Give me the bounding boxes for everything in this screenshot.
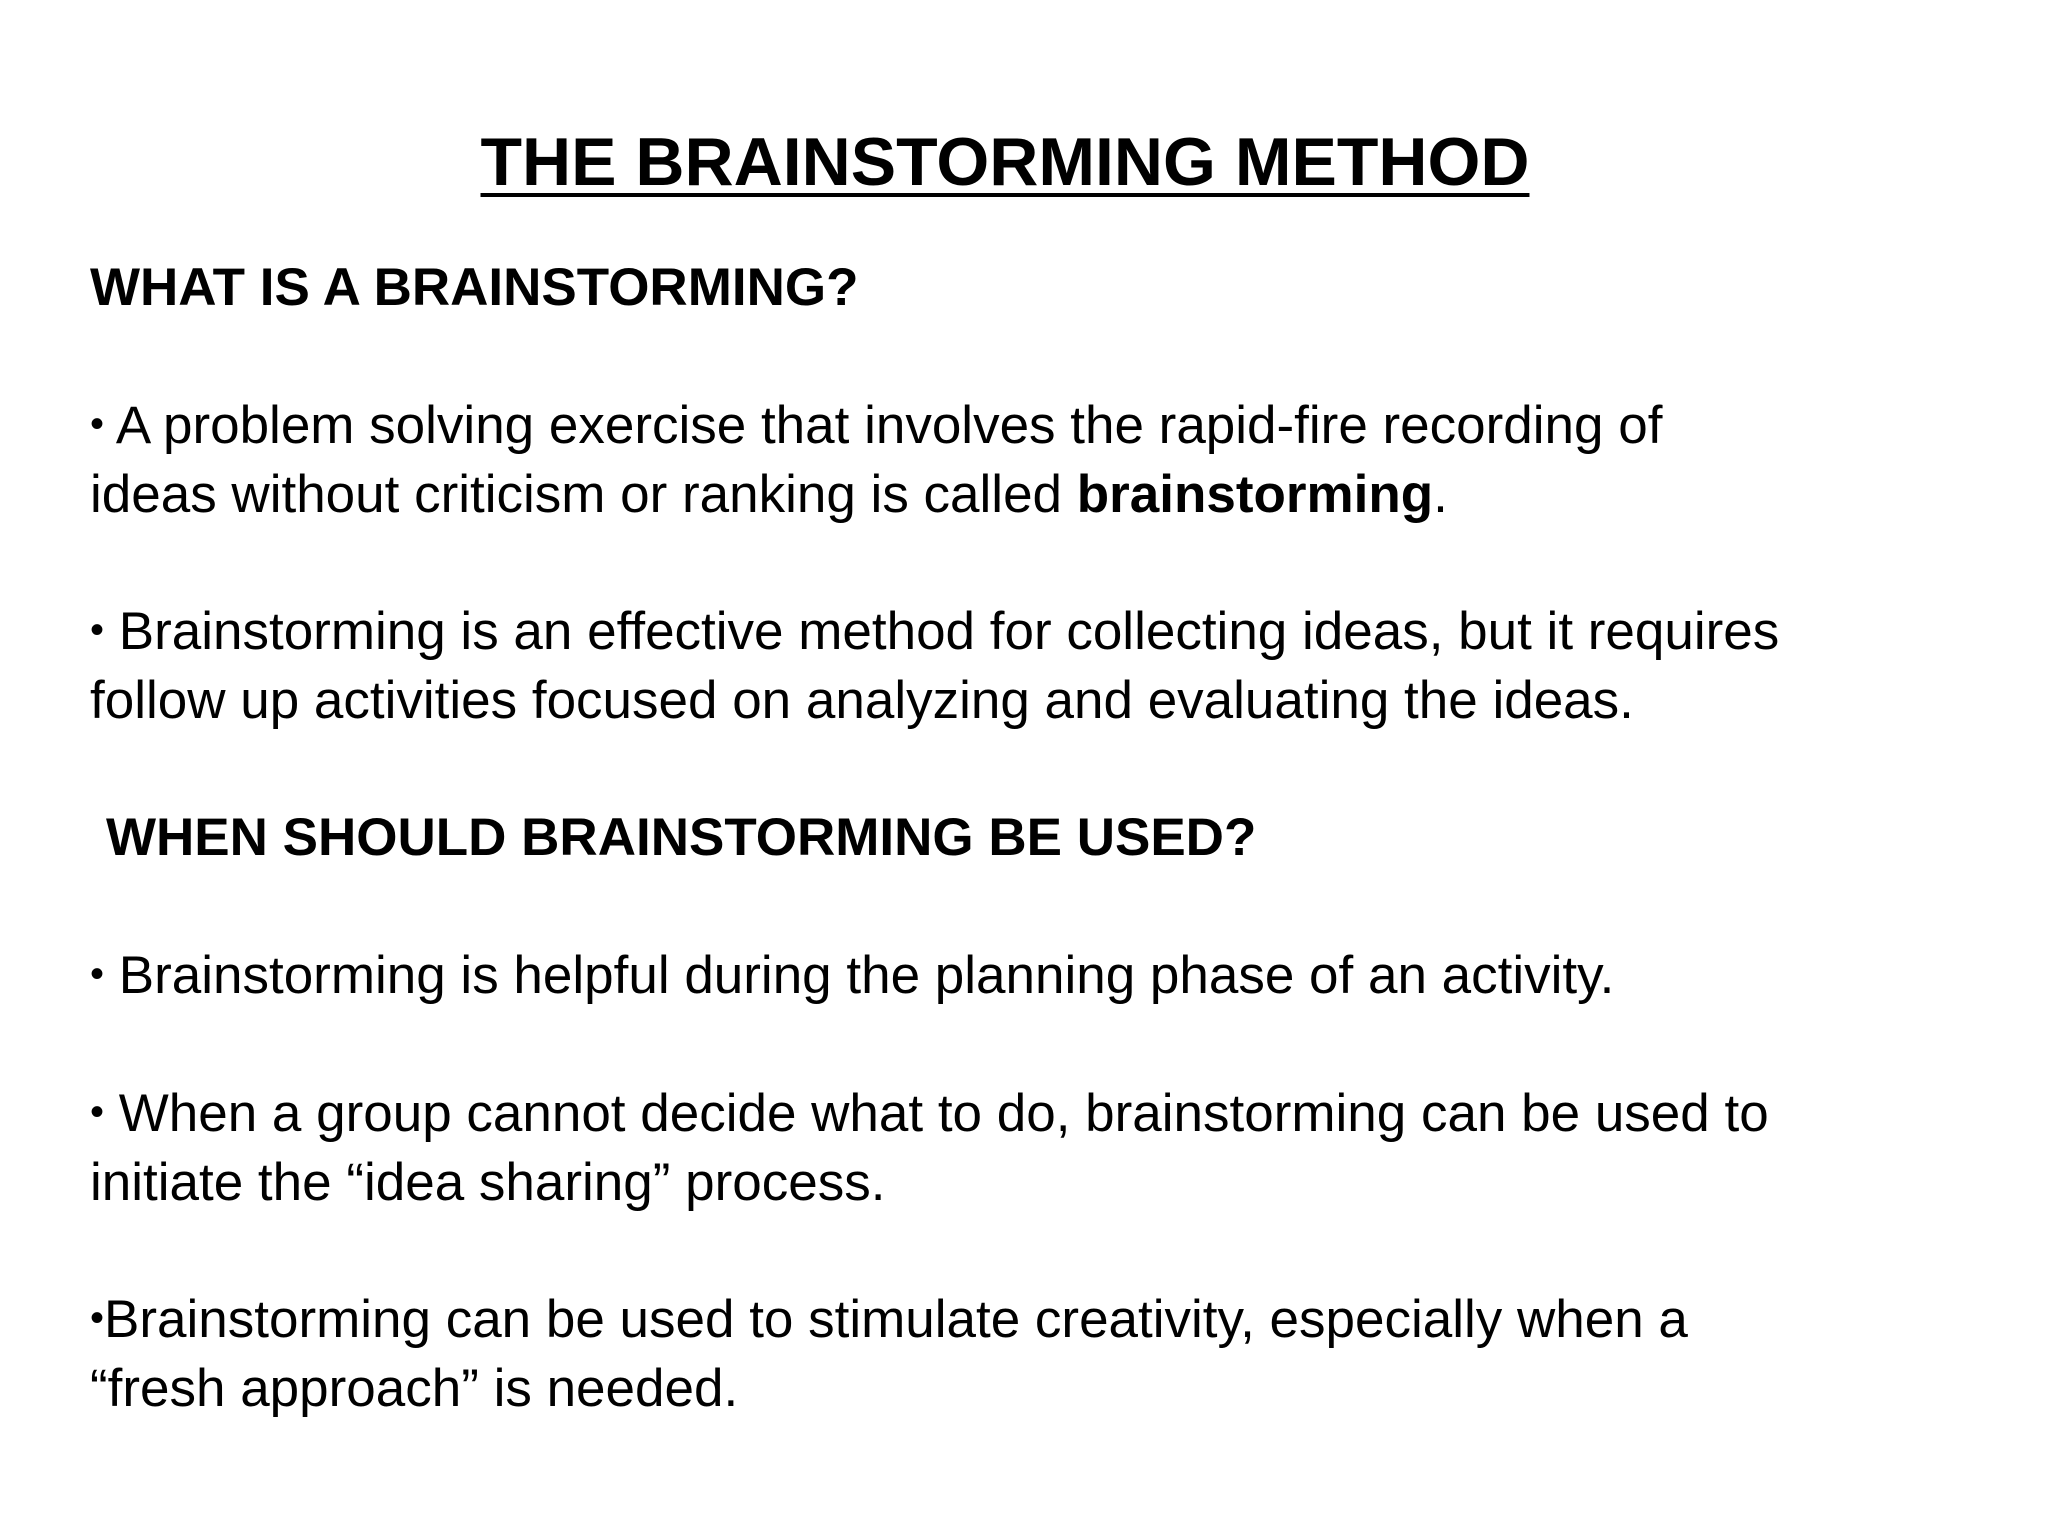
bullet-marker: • — [90, 608, 105, 652]
slide-title: THE BRAINSTORMING METHOD — [480, 124, 1530, 200]
bullet-line: initiate the “idea sharing” process. — [90, 1153, 886, 1212]
bullet-text: Brainstorming is helpful during the planning phase of an activity. — [104, 946, 1615, 1005]
bullet-item-group — [90, 1078, 1990, 1217]
bullet-marker: • — [90, 1296, 105, 1340]
bullet-line — [90, 1284, 1990, 1354]
section-heading-when: WHEN SHOULD BRAINSTORMING BE USED? — [106, 808, 1257, 867]
bullet-item-definition — [90, 390, 1990, 529]
bullet-item-creativity — [90, 1284, 1990, 1423]
bullet-text: . — [1433, 465, 1448, 524]
bullet-item-planning — [90, 940, 1990, 1010]
section-heading-what: WHAT IS A BRAINSTORMING? — [90, 258, 859, 317]
bullet-text: A problem solving exercise that involves the rapid-fire recording of — [104, 396, 1663, 455]
bullet-text: ideas without criticism or ranking is called — [90, 465, 1077, 524]
bullet-line: follow up activities focused on analyzing and evaluating the ideas. — [90, 671, 1634, 730]
bullet-item-effective — [90, 596, 1990, 735]
bullet-line — [90, 940, 1990, 1010]
bullet-text: Brainstorming can be used to stimulate creativity, especially when a — [104, 1290, 1688, 1349]
bullet-text: When a group cannot decide what to do, brainstorming can be used to — [104, 1084, 1769, 1143]
bullet-line — [90, 390, 1990, 460]
bullet-line — [90, 1078, 1990, 1148]
bullet-marker: • — [90, 1090, 105, 1134]
bold-term: brainstorming — [1076, 465, 1434, 524]
bullet-line — [90, 460, 1990, 529]
bullet-line — [90, 596, 1990, 666]
bullet-marker: • — [90, 952, 105, 996]
bullet-text: Brainstorming is an effective method for collecting ideas, but it requires — [104, 602, 1780, 661]
bullet-marker: • — [90, 402, 105, 446]
bullet-line: “fresh approach” is needed. — [90, 1359, 739, 1418]
